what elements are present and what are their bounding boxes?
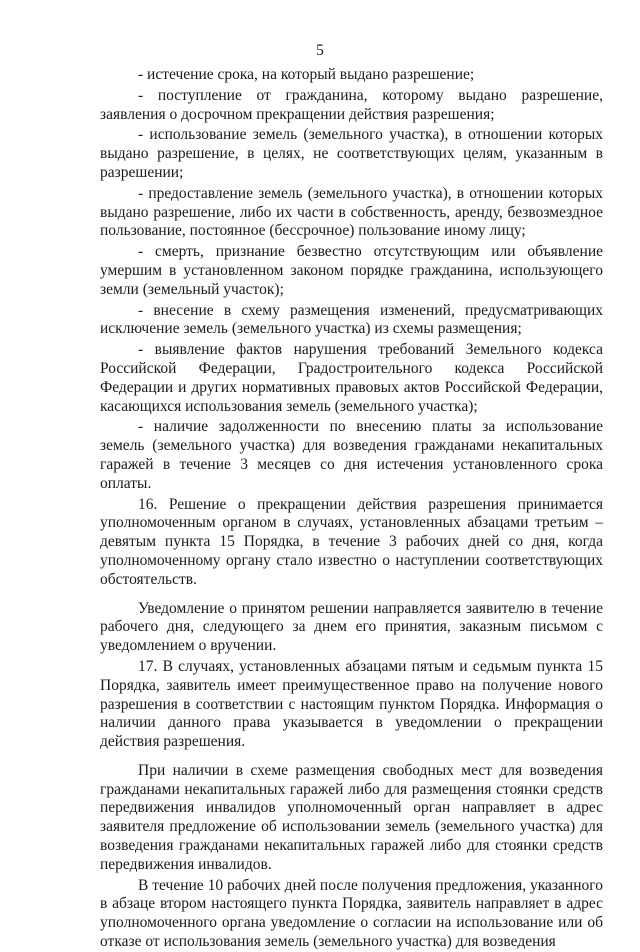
paragraph-expiry: - истечение срока, на который выдано разрешение; (138, 66, 475, 83)
paragraph-section-16: 16. Решение о прекращении действия разрешения принимается уполномоченным органом в случаях, установленных абзацами третьим – девятым пункта 15 Порядка, в течение 3 рабочих дней со дня, когда уполномоченному органу стало известно о наступлении соответствующих обстоятельств. (100, 495, 603, 588)
paragraph-free-places-offer: При наличии в схеме размещения свободных мест для возведения гражданами некапитальных гаражей либо для размещения стоянки средств передвижения инвалидов уполномоченный орган направляет в адрес заявителя предложение об использовании земель (земельного участка) для возведения гражданами некапитальных гаражей либо для стоянки средств передвижения инвалидов. (100, 761, 603, 873)
paragraph-payment-debt: - наличие задолженности по внесению платы за использование земель (земельного участка) для возведения гражданами некапитальных гаражей в течение 3 месяцев со дня истечения установленного срока оплаты. (100, 418, 603, 492)
page-number: 5 (316, 42, 324, 59)
paragraph-early-termination-request: - поступление от гражданина, которому выдано разрешение, заявления о досрочном прекращении действия разрешения; (100, 86, 603, 123)
paragraph-transfer-of-land: - предоставление земель (земельного участка), в отношении которых выдано разрешение, либо их части в собственность, аренду, безвозмездное пользование, постоянное (бессрочное) пользование иному лицу; (100, 184, 603, 240)
paragraph-death-of-citizen: - смерть, признание безвестно отсутствующим или объявление умершим в установленном законом порядке гражданина, использующего земли (земельный участок); (100, 243, 603, 298)
paragraph-section-17: 17. В случаях, установленных абзацами пятым и седьмым пункта 15 Порядка, заявитель имеет преимущественное право на получение нового разрешения в соответствии с настоящим пунктом Порядка. Информация о наличии данного права указывается в уведомлении о прекращении действия разрешения. (100, 657, 603, 751)
paragraph-violations: - выявление фактов нарушения требований Земельного кодекса Российской Федерации, Градостроительного кодекса Российской Федерации и других нормативных правовых актов Российской Федерации, касающихся использования земель (земельного участка); (100, 341, 603, 415)
document-body (100, 66, 603, 952)
paragraph-notification: Уведомление о принятом решении направляется заявителю в течение рабочего дня, следующего за днем его принятия, заказным письмом с уведомлением о вручении. (100, 599, 603, 655)
paragraph-scheme-change: - внесение в схему размещения изменений, предусматривающих исключение земель (земельного участка) из схемы размещения; (100, 301, 603, 338)
paragraph-response-deadline: В течение 10 рабочих дней после получения предложения, указанного в абзаце втором настоящего пункта Порядка, заявитель направляет в адрес уполномоченного органа уведомление о согласии на использование или об отказе от использования земель (земельного участка) для возведения (100, 876, 603, 951)
paragraph-misuse: - использование земель (земельного участка), в отношении которых выдано разрешение, в целях, не соответствующих целям, указанным в разрешении; (100, 126, 603, 181)
